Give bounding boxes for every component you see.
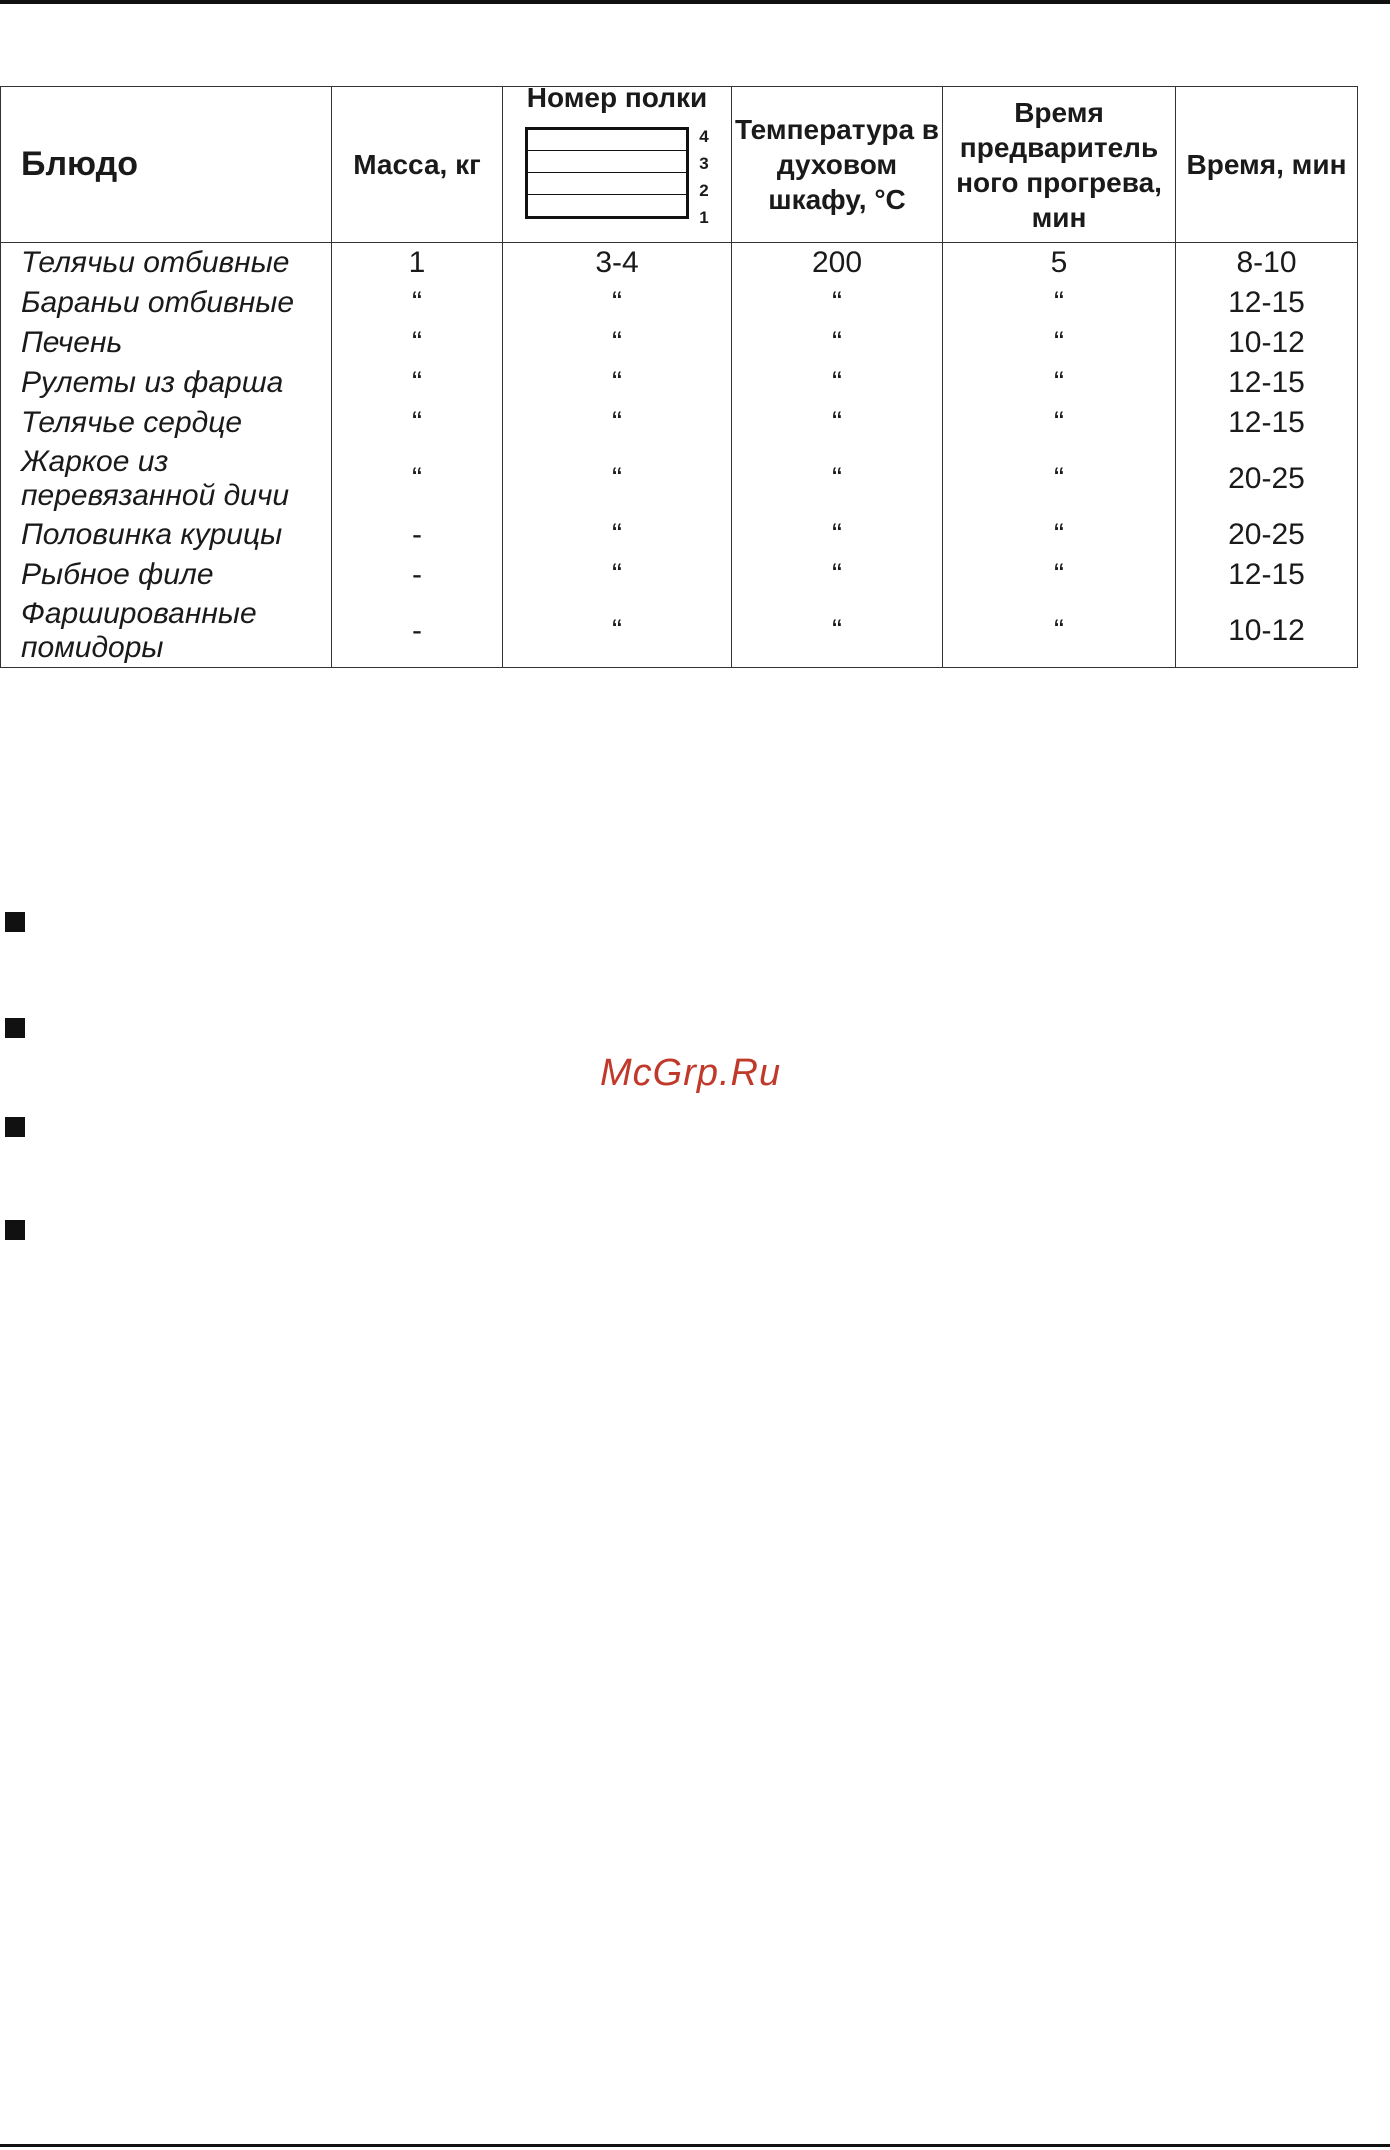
top-rule xyxy=(0,0,1390,4)
cell-mass: - xyxy=(332,555,503,595)
cell-preheat: 5 xyxy=(943,243,1176,284)
cell-time: 20-25 xyxy=(1176,515,1358,555)
cell-temp: “ xyxy=(732,323,943,363)
cell-time: 8-10 xyxy=(1176,243,1358,284)
cell-dish: Рулеты из фарша xyxy=(1,363,332,403)
cell-temp: “ xyxy=(732,403,943,443)
table-row xyxy=(1,555,1358,595)
cell-shelf: “ xyxy=(503,283,732,323)
cell-time: 10-12 xyxy=(1176,323,1358,363)
cell-dish: Рыбное филе xyxy=(1,555,332,595)
cell-time: 10-12 xyxy=(1176,595,1358,668)
cell-temp: “ xyxy=(732,595,943,668)
cell-dish: Половинка курицы xyxy=(1,515,332,555)
cell-temp: “ xyxy=(732,363,943,403)
table-row xyxy=(1,403,1358,443)
bullet-square-icon xyxy=(5,912,25,932)
cell-temp: “ xyxy=(732,283,943,323)
cell-dish: Печень xyxy=(1,323,332,363)
header-mass: Масса, кг xyxy=(332,87,503,243)
cell-mass: “ xyxy=(332,323,503,363)
bullet-square-icon xyxy=(5,1117,25,1137)
shelf-number-2: 2 xyxy=(699,180,709,200)
cell-mass: “ xyxy=(332,403,503,443)
table-row xyxy=(1,363,1358,403)
cell-preheat: “ xyxy=(943,555,1176,595)
cell-mass: “ xyxy=(332,443,503,515)
grill-table xyxy=(0,82,1358,668)
cell-mass: 1 xyxy=(332,243,503,284)
cell-preheat: “ xyxy=(943,595,1176,668)
header-time: Время, мин xyxy=(1176,87,1358,243)
cell-time: 12-15 xyxy=(1176,403,1358,443)
bullet-square-icon xyxy=(5,1220,25,1240)
cell-temp: “ xyxy=(732,555,943,595)
cell-preheat: “ xyxy=(943,283,1176,323)
header-shelf xyxy=(503,82,732,243)
cell-shelf: “ xyxy=(503,443,732,515)
cell-mass: “ xyxy=(332,283,503,323)
header-temperature: Температура в духовом шкафу, °С xyxy=(732,87,943,243)
cell-temp: 200 xyxy=(732,243,943,284)
cell-mass: - xyxy=(332,515,503,555)
oven-shelves-icon xyxy=(525,127,689,219)
cell-shelf: “ xyxy=(503,363,732,403)
cell-shelf: 3-4 xyxy=(503,243,732,284)
cell-dish: Фаршированные помидоры xyxy=(1,595,332,668)
cell-dish: Телячьи отбивные xyxy=(1,243,332,284)
shelf-number-4: 4 xyxy=(699,126,709,146)
cell-shelf: “ xyxy=(503,595,732,668)
header-dish: Блюдо xyxy=(1,87,332,243)
bullet-square-icon xyxy=(5,1018,25,1038)
cell-preheat: “ xyxy=(943,323,1176,363)
table-row xyxy=(1,595,1358,668)
cell-shelf: “ xyxy=(503,515,732,555)
cell-temp: “ xyxy=(732,515,943,555)
cell-preheat: “ xyxy=(943,363,1176,403)
cell-time: 12-15 xyxy=(1176,283,1358,323)
cell-time: 12-15 xyxy=(1176,363,1358,403)
table-row xyxy=(1,323,1358,363)
cell-temp: “ xyxy=(732,443,943,515)
bottom-rule xyxy=(0,2144,1390,2147)
cell-preheat: “ xyxy=(943,403,1176,443)
table-row xyxy=(1,515,1358,555)
table-row xyxy=(1,243,1358,284)
cell-preheat: “ xyxy=(943,515,1176,555)
table-row xyxy=(1,283,1358,323)
watermark: McGrp.Ru xyxy=(600,1052,782,1094)
cell-dish: Телячье сердце xyxy=(1,403,332,443)
cell-shelf: “ xyxy=(503,555,732,595)
shelf-diagram xyxy=(525,127,708,231)
table-row xyxy=(1,443,1358,515)
cell-dish: Жаркое из перевязанной дичи xyxy=(1,443,332,515)
table-header-row xyxy=(1,87,1358,243)
header-shelf-label: Номер полки xyxy=(526,82,708,114)
header-preheat: Время предваритель ного прогрева, мин xyxy=(943,87,1176,243)
shelf-number-1: 1 xyxy=(699,207,709,227)
cell-mass: - xyxy=(332,595,503,668)
cell-time: 20-25 xyxy=(1176,443,1358,515)
shelf-numbers xyxy=(699,123,708,231)
cell-shelf: “ xyxy=(503,323,732,363)
shelf-number-3: 3 xyxy=(699,153,709,173)
cell-preheat: “ xyxy=(943,443,1176,515)
cell-dish: Бараньи отбивные xyxy=(1,283,332,323)
cell-shelf: “ xyxy=(503,403,732,443)
cell-time: 12-15 xyxy=(1176,555,1358,595)
cell-mass: “ xyxy=(332,363,503,403)
